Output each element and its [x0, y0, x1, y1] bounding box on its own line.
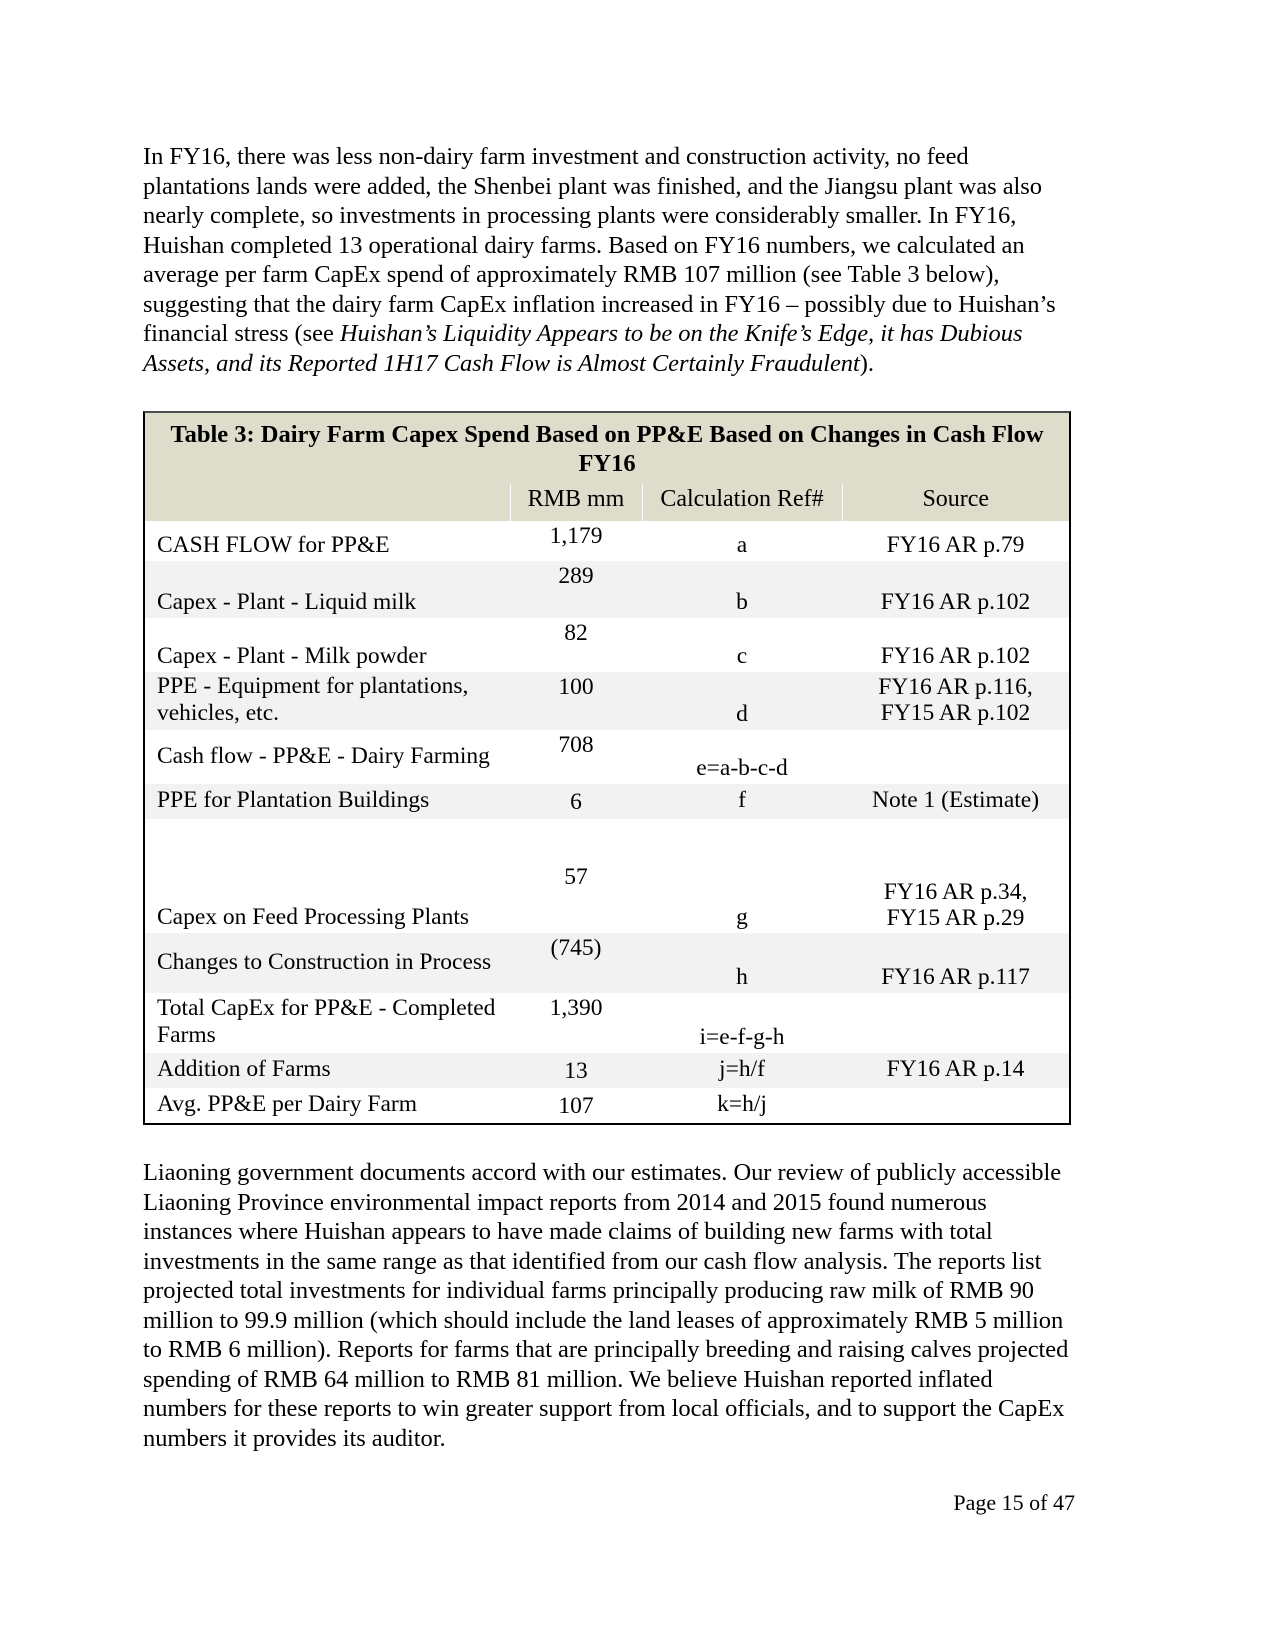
table-caption-line-1: Table 3: Dairy Farm Capex Spend Based on PP&E Based on Changes in Cash Flow: [170, 421, 1044, 448]
row-value: 289: [510, 561, 642, 618]
row-value: 100: [510, 672, 642, 730]
table-caption: [145, 413, 1069, 484]
row-source: [842, 993, 1069, 1053]
row-label: Capex on Feed Processing Plants: [145, 819, 510, 933]
row-ref: g: [642, 819, 842, 933]
table-3-dairy-farm-capex: [145, 413, 1069, 1123]
intro-paragraph-text: In FY16, there was less non-dairy farm investment and construction activity, no feed plantations lands were added, the Shenbei plant was finished, and the Jiangsu plant was also nearly complete, so investments in processing plants were considerably smaller. In FY16, Huishan completed 13 operational dairy farms. Based on FY16 numbers, we calculated an average per farm CapEx spend of approximately RMB 107 million (see Table 3 below), suggesting that the dairy farm CapEx inflation increased in FY16 – possibly due to Huishan’s financial stress (see: [143, 143, 1056, 347]
table-caption-row: [145, 413, 1069, 484]
table-row: [145, 1088, 1069, 1123]
row-label: Avg. PP&E per Dairy Farm: [145, 1088, 510, 1123]
row-ref: d: [642, 672, 842, 730]
table-row: [145, 933, 1069, 993]
table-row: [145, 521, 1069, 561]
table-row: [145, 730, 1069, 784]
intro-paragraph: [143, 142, 1075, 378]
intro-paragraph-italic-title: Huishan’s Liquidity Appears to be on the Knife’s Edge, it has Dubious Assets, and its Reported 1H17 Cash Flow is Almost Certainly Fraudulent: [143, 320, 1023, 377]
page-footer: [143, 1490, 1075, 1516]
row-source: [842, 730, 1069, 784]
row-source: FY16 AR p.14: [842, 1053, 1069, 1088]
table-row: [145, 672, 1069, 730]
row-source: FY16 AR p.79: [842, 521, 1069, 561]
row-ref: k=h/j: [642, 1088, 842, 1123]
row-source-line-1: FY16 AR p.34,: [883, 879, 1028, 905]
table-row: [145, 561, 1069, 618]
row-label: PPE for Plantation Buildings: [145, 784, 510, 819]
row-value: 107: [510, 1088, 642, 1123]
row-label: Capex - Plant - Liquid milk: [145, 561, 510, 618]
row-label: Addition of Farms: [145, 1053, 510, 1088]
table-column-header-row: [145, 484, 1069, 521]
table-row: [145, 993, 1069, 1053]
row-label: PPE - Equipment for plantations, vehicles, etc.: [145, 672, 510, 730]
row-ref: j=h/f: [642, 1053, 842, 1088]
column-header-rmb-mm: RMB mm: [510, 484, 642, 521]
row-source: [842, 672, 1069, 730]
row-source: [842, 819, 1069, 933]
column-header-calculation-ref: Calculation Ref#: [642, 484, 842, 521]
row-source-line-1: FY16 AR p.116,: [878, 674, 1033, 700]
row-ref: a: [642, 521, 842, 561]
table-3-container: [143, 411, 1071, 1125]
table-head: [145, 413, 1069, 521]
row-value: 1,179: [510, 521, 642, 561]
column-header-label: [145, 484, 510, 521]
row-source-line-2: FY15 AR p.102: [880, 700, 1031, 726]
row-ref: b: [642, 561, 842, 618]
row-source: FY16 AR p.102: [842, 561, 1069, 618]
page-content: [143, 142, 1075, 1453]
table-row: [145, 784, 1069, 819]
closing-paragraph: Liaoning government documents accord with our estimates. Our review of publicly accessible Liaoning Province environmental impact reports from 2014 and 2015 found numerous instances where Huishan appears to have made claims of building new farms with total investments in the same range as that identified from our cash flow analysis. The reports list projected total investments for individual farms principally producing raw milk of RMB 90 million to 99.9 million (which should include the land leases of approximately RMB 5 million to RMB 6 million). Reports for farms that are principally breeding and raising calves projected spending of RMB 64 million to RMB 81 million. We believe Huishan reported inflated numbers for these reports to win greater support from local officials, and to support the CapEx numbers it provides its auditor.: [143, 1159, 1069, 1452]
row-ref: e=a-b-c-d: [642, 730, 842, 784]
column-header-source: Source: [842, 484, 1069, 521]
row-value: 708: [510, 730, 642, 784]
row-label: CASH FLOW for PP&E: [145, 521, 510, 561]
row-label: Total CapEx for PP&E - Completed Farms: [145, 993, 510, 1053]
row-source: [842, 1088, 1069, 1123]
row-label: Changes to Construction in Process: [145, 933, 510, 993]
table-row: [145, 618, 1069, 672]
row-value: 82: [510, 618, 642, 672]
row-source: FY16 AR p.102: [842, 618, 1069, 672]
row-ref: h: [642, 933, 842, 993]
row-value: 13: [510, 1053, 642, 1088]
row-source: FY16 AR p.117: [842, 933, 1069, 993]
row-value: (745): [510, 933, 642, 993]
row-ref: i=e-f-g-h: [642, 993, 842, 1053]
table-body: [145, 521, 1069, 1123]
table-caption-line-2: FY16: [578, 450, 636, 477]
page-number-text: Page 15 of 47: [953, 1490, 1075, 1515]
row-source: Note 1 (Estimate): [842, 784, 1069, 819]
table-row: [145, 819, 1069, 933]
row-label: Capex - Plant - Milk powder: [145, 618, 510, 672]
row-ref: c: [642, 618, 842, 672]
row-source-line-2: FY15 AR p.29: [886, 905, 1025, 931]
row-label: Cash flow - PP&E - Dairy Farming: [145, 730, 510, 784]
table-row: [145, 1053, 1069, 1088]
row-value: 6: [510, 784, 642, 819]
intro-paragraph-tail: ).: [859, 349, 874, 377]
row-value: 57: [510, 819, 642, 933]
row-ref: f: [642, 784, 842, 819]
row-value: 1,390: [510, 993, 642, 1053]
